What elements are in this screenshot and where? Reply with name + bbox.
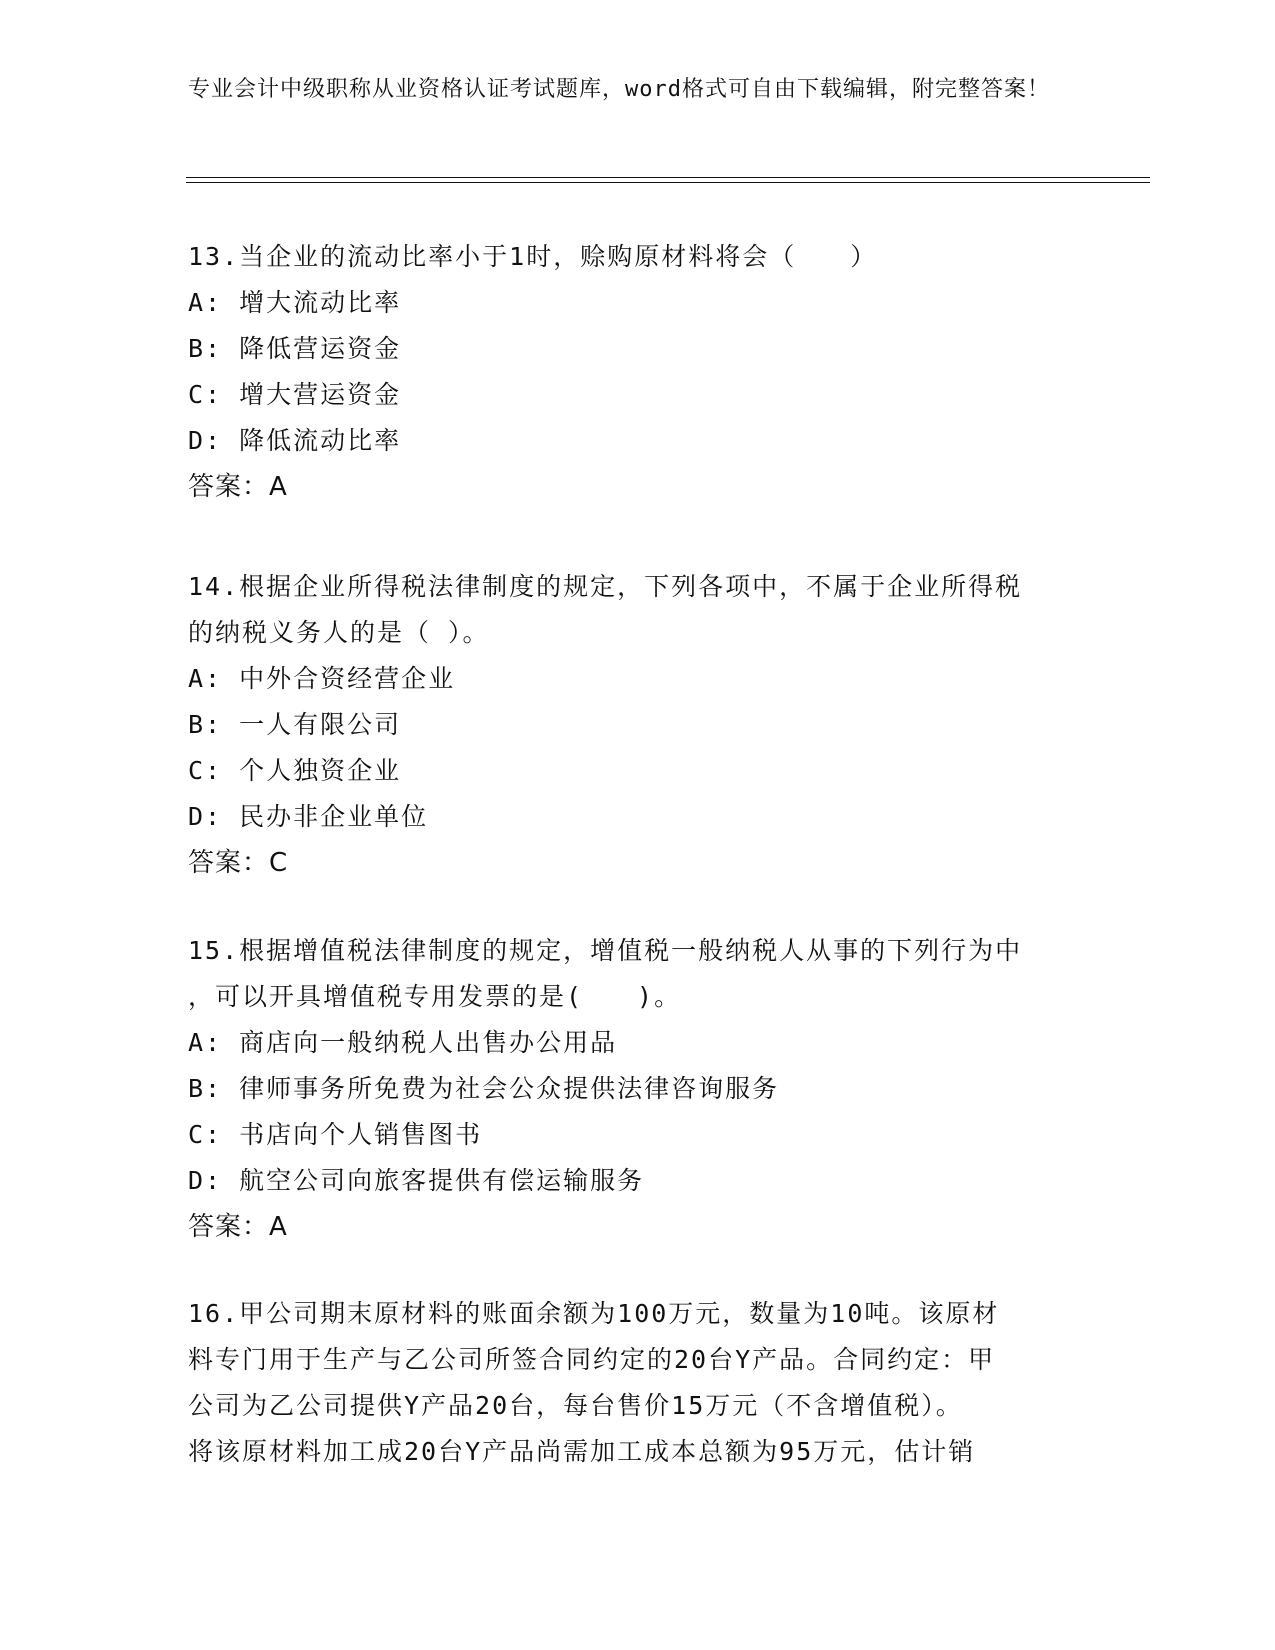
- question-stem: 13.当企业的流动比率小于1时，赊购原材料将会（ ）: [188, 242, 878, 271]
- question-13: [188, 234, 1068, 510]
- answer: 答案：A: [188, 472, 288, 502]
- question-15: [188, 928, 1068, 1250]
- option-b: B: 一人有限公司: [188, 710, 402, 739]
- option-a: A: 商店向一般纳税人出售办公用品: [188, 1028, 618, 1057]
- header-divider: [186, 182, 1150, 183]
- option-a: A: 增大流动比率: [188, 288, 402, 317]
- option-c: C: 书店向个人销售图书: [188, 1120, 483, 1149]
- option-d: D: 降低流动比率: [188, 426, 402, 455]
- option-a: A: 中外合资经营企业: [188, 664, 456, 693]
- option-b: B: 降低营运资金: [188, 334, 402, 363]
- header-divider: [186, 177, 1150, 178]
- option-d: D: 民办非企业单位: [188, 802, 429, 831]
- question-stem: 料专门用于生产与乙公司所签合同约定的20台Y产品。合同约定：甲: [188, 1345, 996, 1374]
- answer: 答案：A: [188, 1212, 288, 1242]
- question-16: [188, 1291, 1068, 1475]
- question-stem: 14.根据企业所得税法律制度的规定，下列各项中，不属于企业所得税: [188, 572, 1023, 601]
- question-stem: 将该原材料加工成20台Y产品尚需加工成本总额为95万元，估计销: [188, 1437, 976, 1466]
- answer: 答案：C: [188, 848, 289, 878]
- question-stem: 的纳税义务人的是（ ）。: [188, 618, 490, 647]
- header-text: 专业会计中级职称从业资格认证考试题库，word格式可自由下载编辑，附完整答案！: [188, 77, 1050, 102]
- option-c: C: 个人独资企业: [188, 756, 402, 785]
- option-d: D: 航空公司向旅客提供有偿运输服务: [188, 1166, 645, 1195]
- question-stem: 公司为乙公司提供Y产品20台，每台售价15万元（不含增值税）。: [188, 1391, 963, 1420]
- question-14: [188, 564, 1068, 886]
- option-c: C: 增大营运资金: [188, 380, 402, 409]
- question-stem: 15.根据增值税法律制度的规定，增值税一般纳税人从事的下列行为中: [188, 936, 1023, 965]
- question-stem: ，可以开具增值税专用发票的是( )。: [188, 982, 682, 1011]
- option-b: B: 律师事务所免费为社会公众提供法律咨询服务: [188, 1074, 780, 1103]
- question-stem: 16.甲公司期末原材料的账面余额为100万元，数量为10吨。该原材: [188, 1299, 1000, 1328]
